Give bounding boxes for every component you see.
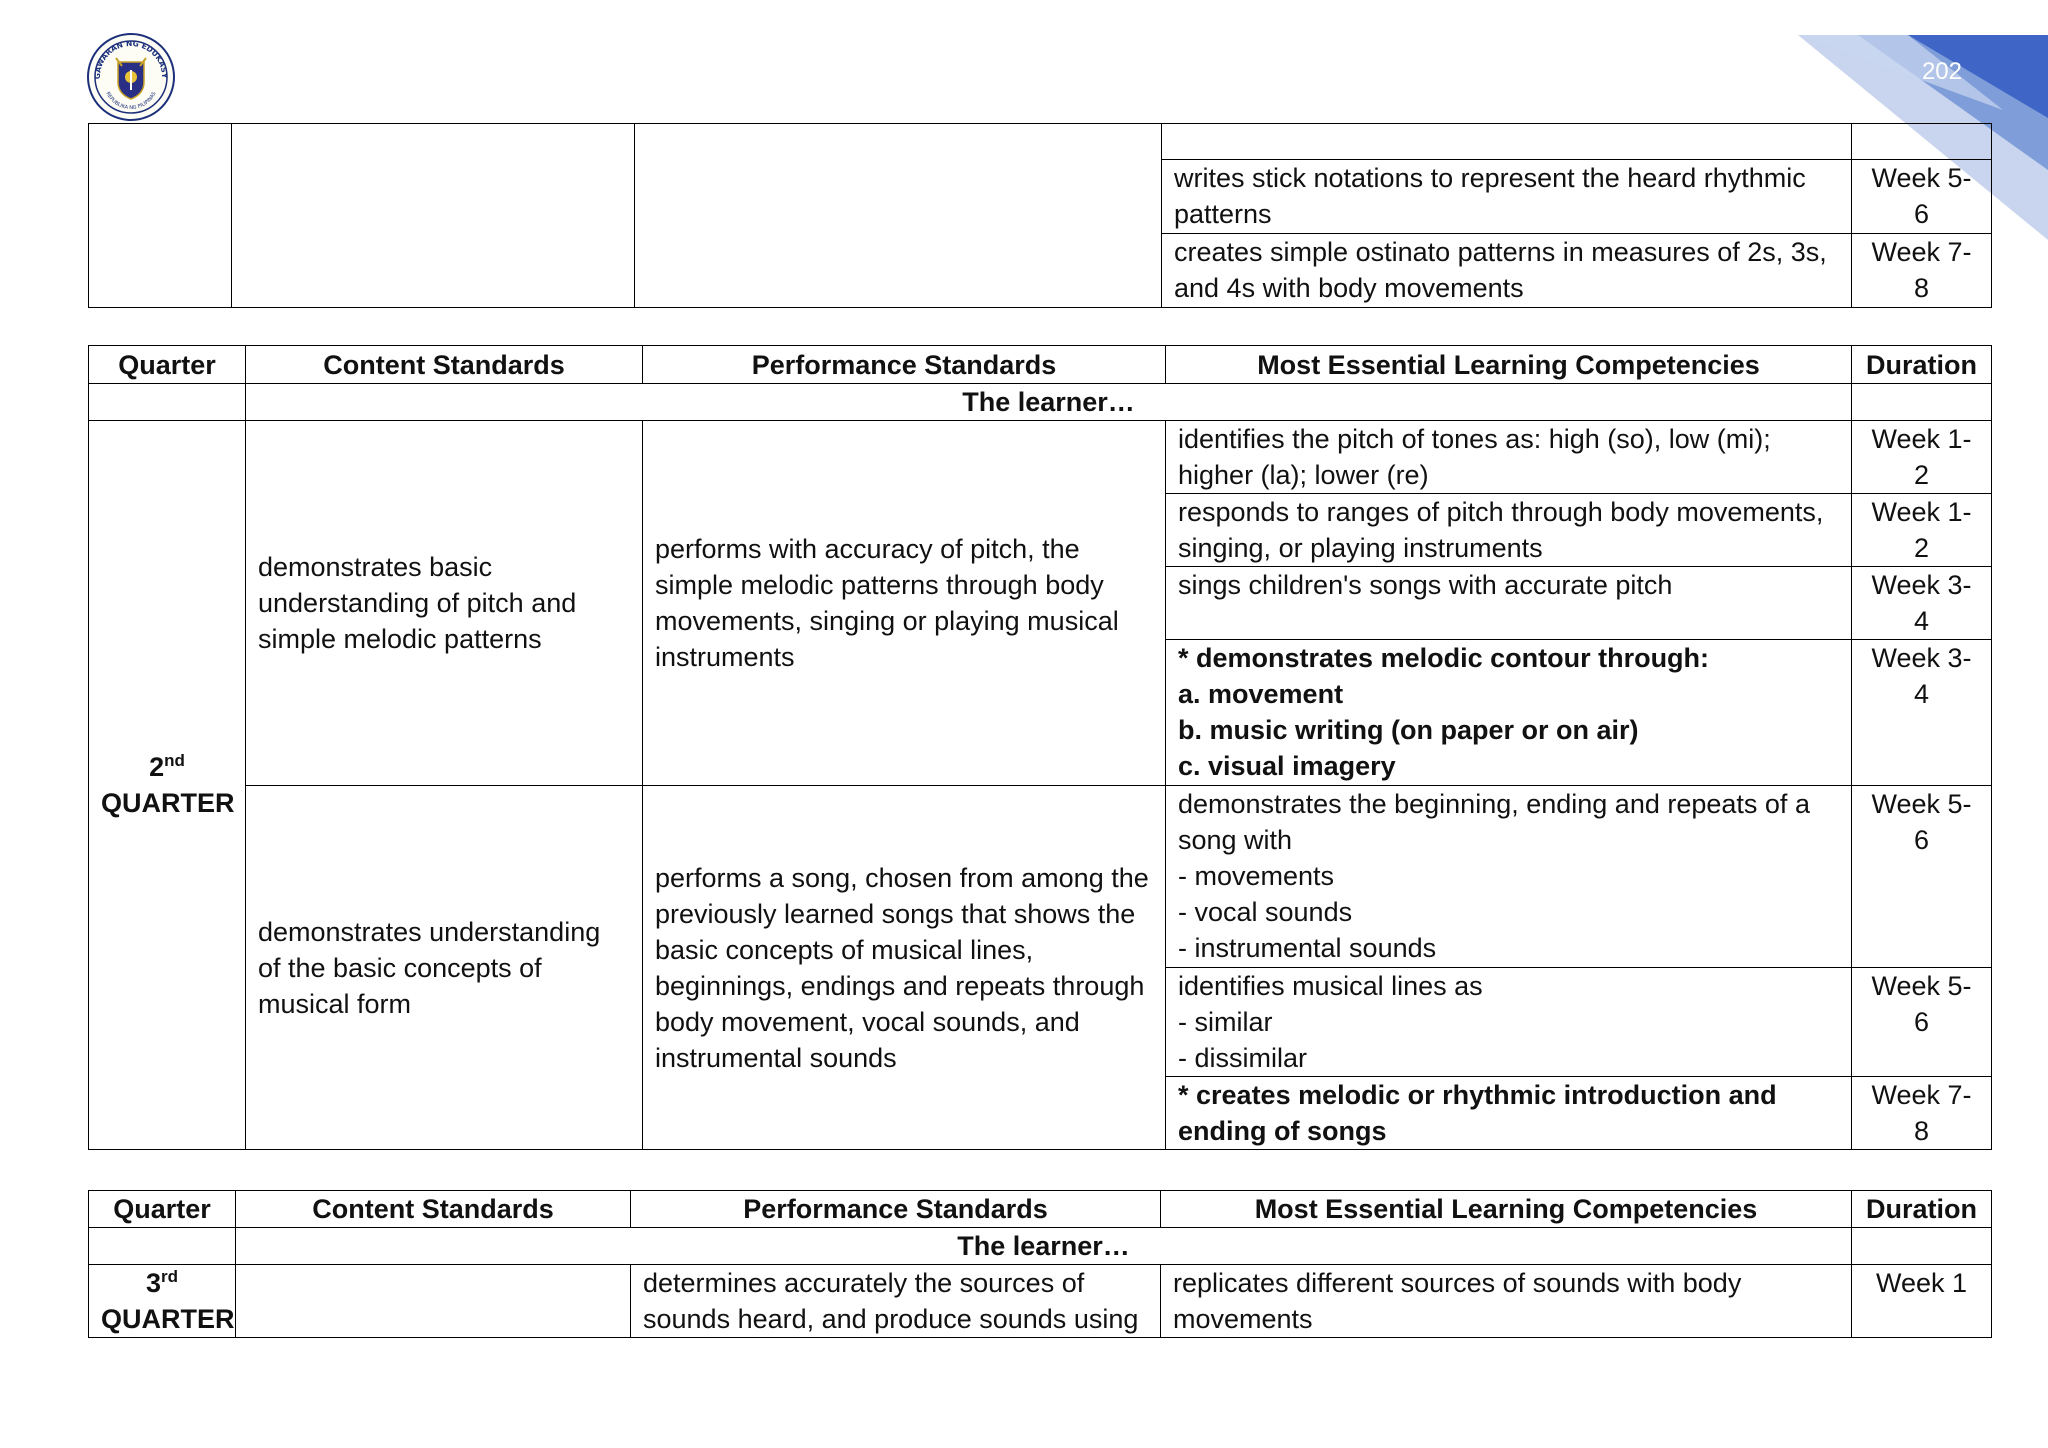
learner-row-empty	[89, 1228, 236, 1265]
learner-row-empty	[1852, 1228, 1992, 1265]
header-competencies: Most Essential Learning Competencies	[1166, 346, 1852, 384]
quarter-ordinal: 2	[149, 752, 165, 782]
learner-row-empty	[89, 384, 246, 421]
content-standard: demonstrates basic understanding of pitch and simple melodic patterns	[246, 421, 643, 786]
duration-cell: Week 5-6	[1852, 786, 1992, 968]
header-content-standards: Content Standards	[236, 1191, 631, 1228]
logo-text-top: GAWARAN NG EDUKASY	[92, 38, 170, 80]
competency-cell: sings children's songs with accurate pitch	[1166, 567, 1852, 640]
competency-table-2nd-quarter	[88, 345, 1992, 1150]
header-quarter: Quarter	[89, 1191, 236, 1228]
header-performance-standards: Performance Standards	[643, 346, 1166, 384]
quarter-ordinal: 3	[145, 1268, 162, 1298]
quarter-label	[89, 421, 246, 1150]
competency-table-3rd-quarter	[88, 1190, 1992, 1338]
header-duration: Duration	[1852, 346, 1992, 384]
competency-table-continued	[88, 123, 1992, 308]
competency-line: - instrumental sounds	[1178, 933, 1437, 963]
duration-cell: Week 7-8	[1852, 234, 1992, 308]
performance-standard: determines accurately the sources of sounds heard, and produce sounds using	[631, 1265, 1161, 1338]
competency-cell	[1166, 968, 1852, 1077]
duration-cell: Week 5-6	[1852, 160, 1992, 234]
competency-cell: writes stick notations to represent the heard rhythmic patterns	[1162, 160, 1852, 234]
quarter-suffix: nd	[164, 751, 185, 770]
duration-cell: Week 1-2	[1852, 494, 1992, 567]
competency-line: - vocal sounds	[1178, 897, 1353, 927]
competency-line: * demonstrates melodic contour through:	[1178, 643, 1710, 673]
header-competencies: Most Essential Learning Competencies	[1161, 1191, 1852, 1228]
learner-label: The learner…	[246, 384, 1852, 421]
learner-row-empty	[1852, 384, 1992, 421]
competency-cell: creates simple ostinato patterns in measures of 2s, 3s, and 4s with body movements	[1162, 234, 1852, 308]
content-standard: demonstrates understanding of the basic concepts of musical form	[246, 786, 643, 1150]
competency-cell: responds to ranges of pitch through body movements, singing, or playing instruments	[1166, 494, 1852, 567]
duration-cell: Week 1-2	[1852, 421, 1992, 494]
quarter-label	[89, 1265, 236, 1338]
duration-cell: Week 3-4	[1852, 640, 1992, 786]
content-standards-cell-empty	[232, 124, 635, 308]
header-quarter: Quarter	[89, 346, 246, 384]
quarter-word: QUARTER	[101, 788, 235, 818]
competency-line: c. visual imagery	[1178, 751, 1396, 781]
performance-standard: performs a song, chosen from among the previously learned songs that shows the basic concepts of musical lines, beginnings, endings and repeats through body movement, vocal sounds, and instrumental sounds	[643, 786, 1166, 1150]
competency-line: - movements	[1178, 861, 1335, 891]
competency-line: identifies musical lines as	[1178, 971, 1483, 1001]
competency-line: - similar	[1178, 1007, 1273, 1037]
competency-cell-bold	[1166, 640, 1852, 786]
duration-cell: Week 3-4	[1852, 567, 1992, 640]
header-performance-standards: Performance Standards	[631, 1191, 1161, 1228]
page-number: 202	[1921, 58, 1962, 85]
duration-cell: Week 1	[1852, 1265, 1992, 1338]
competency-cell	[1166, 786, 1852, 968]
quarter-cell-empty	[89, 124, 232, 308]
learner-label: The learner…	[236, 1228, 1852, 1265]
quarter-word: QUARTER	[101, 1304, 235, 1334]
performance-standards-cell-empty	[635, 124, 1162, 308]
competency-line: demonstrates the beginning, ending and repeats of a song with	[1178, 789, 1810, 855]
header-content-standards: Content Standards	[246, 346, 643, 384]
duration-cell: Week 5-6	[1852, 968, 1992, 1077]
logo-text-bottom: REPUBLIKA NG PILIPINAS	[104, 91, 158, 112]
competency-line: b. music writing (on paper or on air)	[1178, 715, 1639, 745]
duration-cell: Week 7-8	[1852, 1077, 1992, 1150]
competency-line: - dissimilar	[1178, 1043, 1308, 1073]
duration-cell	[1852, 124, 1992, 160]
deped-seal-icon	[86, 32, 176, 122]
performance-standard: performs with accuracy of pitch, the simple melodic patterns through body movements, singing or playing musical instruments	[643, 421, 1166, 786]
competency-cell: replicates different sources of sounds with body movements	[1161, 1265, 1852, 1338]
competency-cell-bold: * creates melodic or rhythmic introduction and ending of songs	[1166, 1077, 1852, 1150]
competency-line: a. movement	[1178, 679, 1344, 709]
competency-cell	[1162, 124, 1852, 160]
competency-cell: identifies the pitch of tones as: high (so), low (mi); higher (la); lower (re)	[1166, 421, 1852, 494]
header-duration: Duration	[1852, 1191, 1992, 1228]
content-standard	[236, 1265, 631, 1338]
quarter-suffix: rd	[161, 1267, 179, 1286]
